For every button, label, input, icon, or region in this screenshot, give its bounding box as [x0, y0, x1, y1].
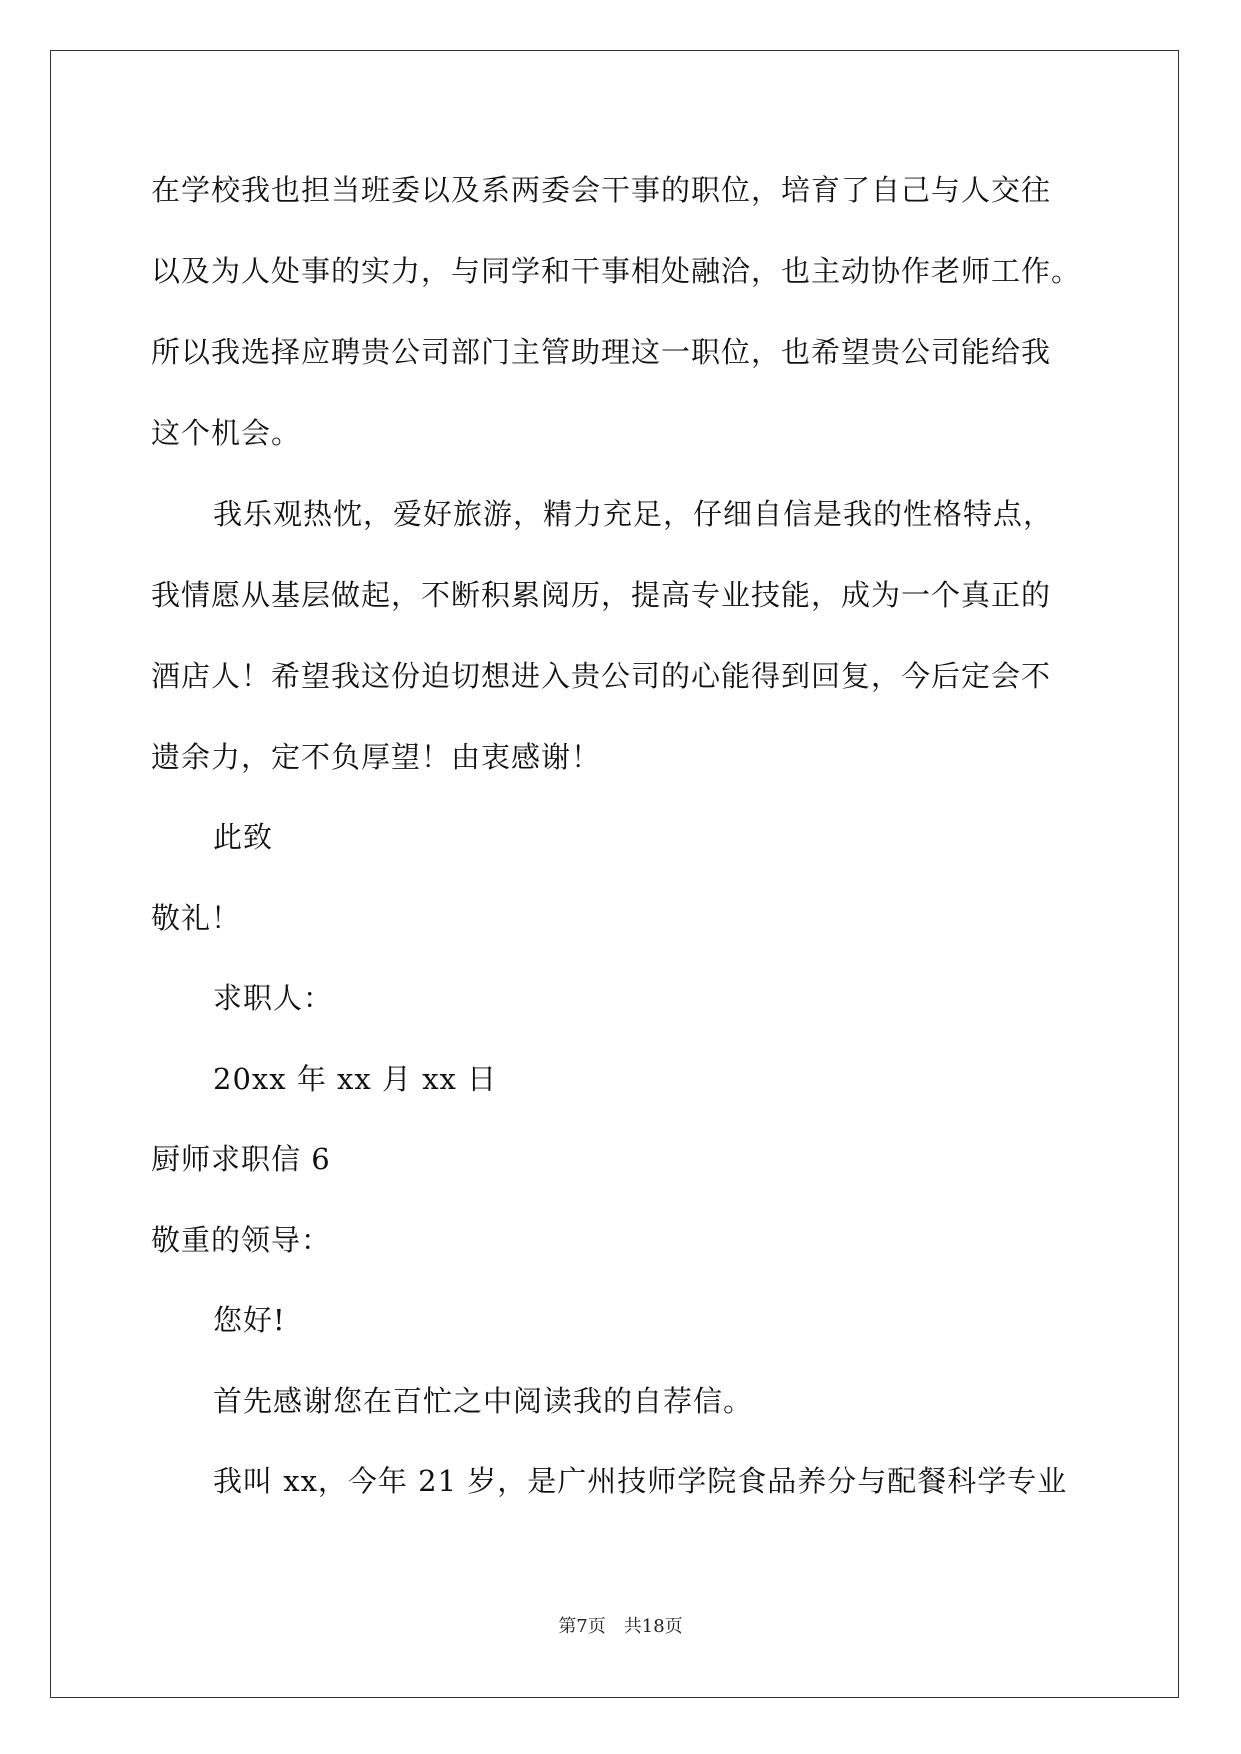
body-line: 在学校我也担当班委以及系两委会干事的职位，培育了自己与人交往 [151, 173, 1052, 207]
page-footer: 第7页 共18页 [558, 1616, 683, 1637]
section-title: 厨师求职信 6 [151, 1142, 331, 1176]
applicant-label: 求职人： [213, 981, 334, 1015]
closing-regards: 敬礼！ [151, 901, 242, 935]
body-line: 我情愿从基层做起，不断积累阅历，提高专业技能，成为一个真正的 [151, 578, 1052, 612]
page-border [50, 50, 1179, 1698]
closing-salutation: 此致 [213, 820, 274, 854]
body-line: 我乐观热忱，爱好旅游，精力充足，仔细自信是我的性格特点， [213, 497, 1054, 531]
body-line: 首先感谢您在百忙之中阅读我的自荐信。 [213, 1384, 754, 1418]
body-line: 所以我选择应聘贵公司部门主管助理这一职位，也希望贵公司能给我 [151, 335, 1052, 369]
body-line: 酒店人！希望我这份迫切想进入贵公司的心能得到回复，今后定会不 [151, 659, 1052, 693]
body-line: 这个机会。 [151, 416, 302, 450]
letter-date: 20xx 年 xx 月 xx 日 [213, 1062, 498, 1096]
body-line: 遗余力，定不负厚望！由衷感谢！ [151, 740, 602, 774]
body-line: 我叫 xx，今年 21 岁，是广州技师学院食品养分与配餐科学专业 [213, 1464, 1068, 1498]
body-line: 以及为人处事的实力，与同学和干事相处融洽，也主动协作老师工作。 [151, 254, 1082, 288]
letter-greeting: 敬重的领导： [151, 1223, 332, 1257]
hello-line: 您好! [213, 1303, 286, 1337]
